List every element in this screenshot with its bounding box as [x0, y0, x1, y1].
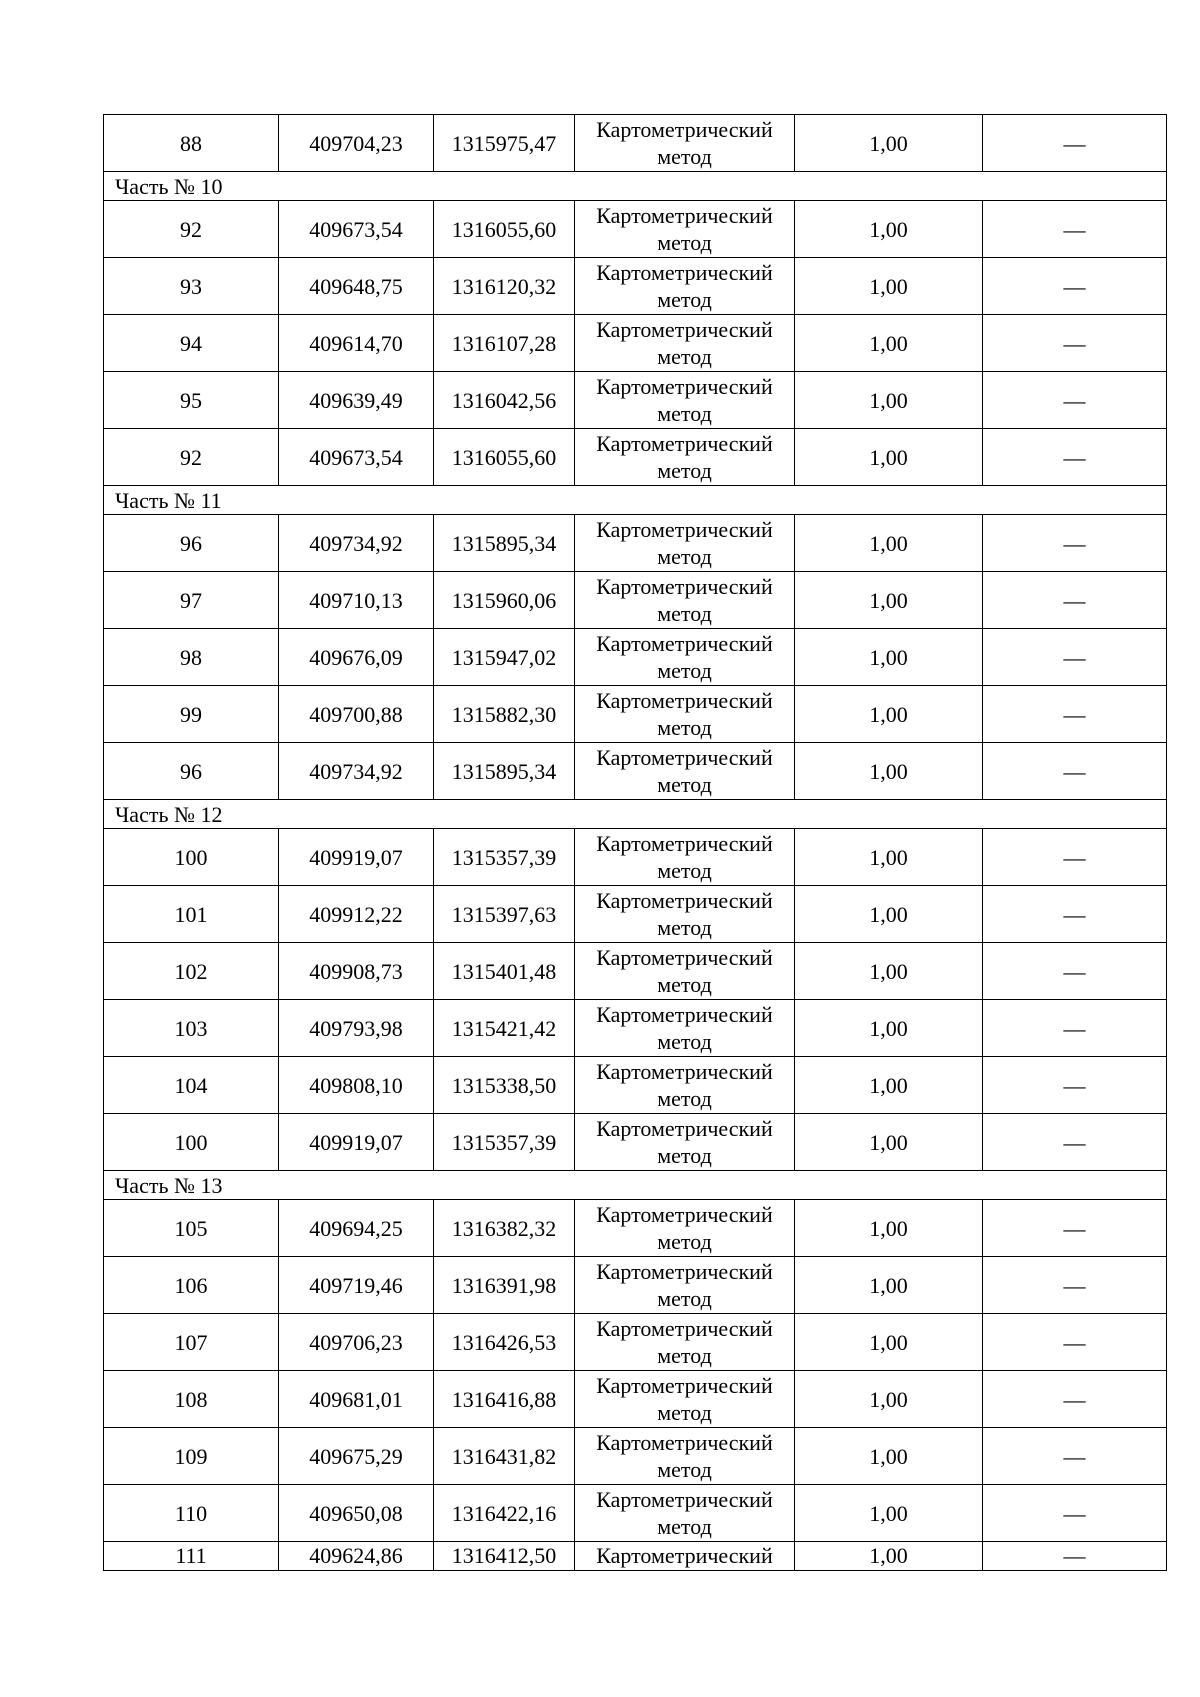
y-coordinate-cell: 1316426,53 [434, 1314, 575, 1371]
y-coordinate-cell: 1316055,60 [434, 429, 575, 486]
description-cell: — [983, 258, 1167, 315]
point-number-cell: 111 [104, 1542, 279, 1571]
y-coordinate-cell: 1316431,82 [434, 1428, 575, 1485]
part-header-row [104, 486, 1167, 515]
description-cell: — [983, 1542, 1167, 1571]
part-label: Часть № 10 [104, 172, 1167, 201]
y-coordinate-cell: 1316055,60 [434, 201, 575, 258]
point-number-cell: 99 [104, 686, 279, 743]
point-number-cell: 95 [104, 372, 279, 429]
method-cell: Картометрический метод [575, 1257, 795, 1314]
accuracy-cell: 1,00 [795, 886, 983, 943]
accuracy-cell: 1,00 [795, 1114, 983, 1171]
description-cell: — [983, 315, 1167, 372]
table-row [104, 115, 1167, 172]
point-number-cell: 94 [104, 315, 279, 372]
y-coordinate-cell: 1316042,56 [434, 372, 575, 429]
table-row [104, 943, 1167, 1000]
point-number-cell: 109 [104, 1428, 279, 1485]
point-number-cell: 107 [104, 1314, 279, 1371]
point-number-cell: 104 [104, 1057, 279, 1114]
accuracy-cell: 1,00 [795, 372, 983, 429]
x-coordinate-cell: 409675,29 [279, 1428, 434, 1485]
point-number-cell: 93 [104, 258, 279, 315]
description-cell: — [983, 201, 1167, 258]
method-cell: Картометрический метод [575, 315, 795, 372]
coordinates-table-body [104, 115, 1167, 1571]
table-row [104, 886, 1167, 943]
point-number-cell: 97 [104, 572, 279, 629]
y-coordinate-cell: 1316120,32 [434, 258, 575, 315]
x-coordinate-cell: 409704,23 [279, 115, 434, 172]
description-cell: — [983, 1114, 1167, 1171]
method-cell: Картометрический метод [575, 886, 795, 943]
point-number-cell: 108 [104, 1371, 279, 1428]
table-row [104, 515, 1167, 572]
x-coordinate-cell: 409734,92 [279, 743, 434, 800]
point-number-cell: 110 [104, 1485, 279, 1542]
accuracy-cell: 1,00 [795, 1257, 983, 1314]
table-row [104, 1000, 1167, 1057]
description-cell: — [983, 829, 1167, 886]
description-cell: — [983, 1000, 1167, 1057]
table-row [104, 258, 1167, 315]
method-cell: Картометрический метод [575, 1428, 795, 1485]
description-cell: — [983, 1485, 1167, 1542]
table-row [104, 1314, 1167, 1371]
accuracy-cell: 1,00 [795, 1485, 983, 1542]
method-cell: Картометрический метод [575, 1057, 795, 1114]
table-row [104, 829, 1167, 886]
x-coordinate-cell: 409700,88 [279, 686, 434, 743]
table-row [104, 572, 1167, 629]
x-coordinate-cell: 409808,10 [279, 1057, 434, 1114]
y-coordinate-cell: 1315975,47 [434, 115, 575, 172]
method-cell: Картометрический метод [575, 829, 795, 886]
method-cell: Картометрический метод [575, 201, 795, 258]
part-header-row [104, 1171, 1167, 1200]
point-number-cell: 101 [104, 886, 279, 943]
accuracy-cell: 1,00 [795, 258, 983, 315]
method-cell: Картометрический [575, 1542, 795, 1571]
y-coordinate-cell: 1315895,34 [434, 515, 575, 572]
table-row [104, 315, 1167, 372]
x-coordinate-cell: 409694,25 [279, 1200, 434, 1257]
y-coordinate-cell: 1315421,42 [434, 1000, 575, 1057]
table-row [104, 1542, 1167, 1571]
table-row [104, 629, 1167, 686]
description-cell: — [983, 115, 1167, 172]
y-coordinate-cell: 1316107,28 [434, 315, 575, 372]
accuracy-cell: 1,00 [795, 686, 983, 743]
x-coordinate-cell: 409793,98 [279, 1000, 434, 1057]
accuracy-cell: 1,00 [795, 1428, 983, 1485]
description-cell: — [983, 886, 1167, 943]
table-row [104, 1057, 1167, 1114]
description-cell: — [983, 629, 1167, 686]
method-cell: Картометрический метод [575, 115, 795, 172]
x-coordinate-cell: 409912,22 [279, 886, 434, 943]
y-coordinate-cell: 1315338,50 [434, 1057, 575, 1114]
method-cell: Картометрический метод [575, 943, 795, 1000]
table-row [104, 1428, 1167, 1485]
x-coordinate-cell: 409650,08 [279, 1485, 434, 1542]
table-row [104, 1485, 1167, 1542]
method-cell: Картометрический метод [575, 686, 795, 743]
description-cell: — [983, 943, 1167, 1000]
table-row [104, 1257, 1167, 1314]
y-coordinate-cell: 1316416,88 [434, 1371, 575, 1428]
x-coordinate-cell: 409719,46 [279, 1257, 434, 1314]
accuracy-cell: 1,00 [795, 115, 983, 172]
table-row [104, 372, 1167, 429]
y-coordinate-cell: 1316412,50 [434, 1542, 575, 1571]
method-cell: Картометрический метод [575, 1485, 795, 1542]
x-coordinate-cell: 409908,73 [279, 943, 434, 1000]
point-number-cell: 96 [104, 743, 279, 800]
coordinates-table [103, 114, 1167, 1571]
method-cell: Картометрический метод [575, 429, 795, 486]
x-coordinate-cell: 409710,13 [279, 572, 434, 629]
y-coordinate-cell: 1315357,39 [434, 829, 575, 886]
description-cell: — [983, 1428, 1167, 1485]
y-coordinate-cell: 1315401,48 [434, 943, 575, 1000]
method-cell: Картометрический метод [575, 258, 795, 315]
y-coordinate-cell: 1316422,16 [434, 1485, 575, 1542]
point-number-cell: 102 [104, 943, 279, 1000]
y-coordinate-cell: 1315960,06 [434, 572, 575, 629]
x-coordinate-cell: 409639,49 [279, 372, 434, 429]
x-coordinate-cell: 409673,54 [279, 429, 434, 486]
table-row [104, 1200, 1167, 1257]
x-coordinate-cell: 409706,23 [279, 1314, 434, 1371]
point-number-cell: 96 [104, 515, 279, 572]
accuracy-cell: 1,00 [795, 1000, 983, 1057]
x-coordinate-cell: 409676,09 [279, 629, 434, 686]
y-coordinate-cell: 1315357,39 [434, 1114, 575, 1171]
description-cell: — [983, 1057, 1167, 1114]
accuracy-cell: 1,00 [795, 1057, 983, 1114]
accuracy-cell: 1,00 [795, 1371, 983, 1428]
method-cell: Картометрический метод [575, 372, 795, 429]
method-cell: Картометрический метод [575, 1200, 795, 1257]
method-cell: Картометрический метод [575, 1371, 795, 1428]
point-number-cell: 105 [104, 1200, 279, 1257]
accuracy-cell: 1,00 [795, 1200, 983, 1257]
accuracy-cell: 1,00 [795, 429, 983, 486]
point-number-cell: 103 [104, 1000, 279, 1057]
x-coordinate-cell: 409648,75 [279, 258, 434, 315]
x-coordinate-cell: 409734,92 [279, 515, 434, 572]
x-coordinate-cell: 409681,01 [279, 1371, 434, 1428]
accuracy-cell: 1,00 [795, 943, 983, 1000]
point-number-cell: 88 [104, 115, 279, 172]
y-coordinate-cell: 1315947,02 [434, 629, 575, 686]
point-number-cell: 106 [104, 1257, 279, 1314]
method-cell: Картометрический метод [575, 572, 795, 629]
x-coordinate-cell: 409919,07 [279, 1114, 434, 1171]
table-row [104, 1114, 1167, 1171]
table-row [104, 1371, 1167, 1428]
x-coordinate-cell: 409624,86 [279, 1542, 434, 1571]
accuracy-cell: 1,00 [795, 515, 983, 572]
point-number-cell: 92 [104, 429, 279, 486]
method-cell: Картометрический метод [575, 515, 795, 572]
accuracy-cell: 1,00 [795, 1314, 983, 1371]
description-cell: — [983, 1257, 1167, 1314]
part-label: Часть № 13 [104, 1171, 1167, 1200]
accuracy-cell: 1,00 [795, 1542, 983, 1571]
y-coordinate-cell: 1315895,34 [434, 743, 575, 800]
y-coordinate-cell: 1315882,30 [434, 686, 575, 743]
part-header-row [104, 800, 1167, 829]
method-cell: Картометрический метод [575, 629, 795, 686]
description-cell: — [983, 429, 1167, 486]
table-row [104, 743, 1167, 800]
accuracy-cell: 1,00 [795, 201, 983, 258]
description-cell: — [983, 743, 1167, 800]
y-coordinate-cell: 1316382,32 [434, 1200, 575, 1257]
part-label: Часть № 11 [104, 486, 1167, 515]
part-header-row [104, 172, 1167, 201]
table-row [104, 201, 1167, 258]
accuracy-cell: 1,00 [795, 743, 983, 800]
accuracy-cell: 1,00 [795, 629, 983, 686]
point-number-cell: 100 [104, 1114, 279, 1171]
y-coordinate-cell: 1315397,63 [434, 886, 575, 943]
description-cell: — [983, 1314, 1167, 1371]
x-coordinate-cell: 409614,70 [279, 315, 434, 372]
point-number-cell: 100 [104, 829, 279, 886]
method-cell: Картометрический метод [575, 1000, 795, 1057]
accuracy-cell: 1,00 [795, 572, 983, 629]
x-coordinate-cell: 409673,54 [279, 201, 434, 258]
table-row [104, 686, 1167, 743]
description-cell: — [983, 1200, 1167, 1257]
point-number-cell: 92 [104, 201, 279, 258]
x-coordinate-cell: 409919,07 [279, 829, 434, 886]
description-cell: — [983, 515, 1167, 572]
description-cell: — [983, 372, 1167, 429]
description-cell: — [983, 1371, 1167, 1428]
method-cell: Картометрический метод [575, 743, 795, 800]
description-cell: — [983, 686, 1167, 743]
table-row [104, 429, 1167, 486]
accuracy-cell: 1,00 [795, 315, 983, 372]
method-cell: Картометрический метод [575, 1314, 795, 1371]
method-cell: Картометрический метод [575, 1114, 795, 1171]
part-label: Часть № 12 [104, 800, 1167, 829]
point-number-cell: 98 [104, 629, 279, 686]
accuracy-cell: 1,00 [795, 829, 983, 886]
y-coordinate-cell: 1316391,98 [434, 1257, 575, 1314]
description-cell: — [983, 572, 1167, 629]
